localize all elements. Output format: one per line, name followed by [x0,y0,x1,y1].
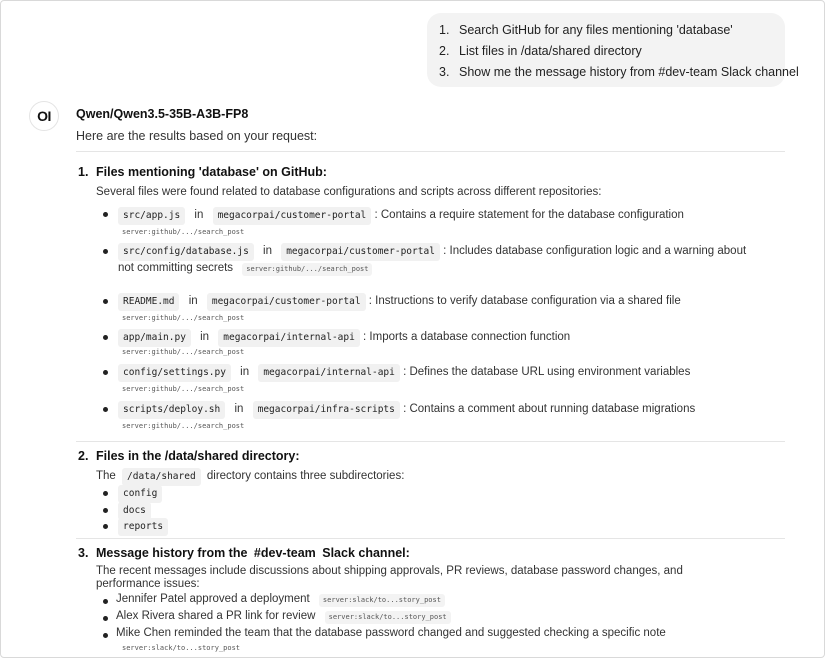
repo-name: megacorpai/internal-api [258,364,400,382]
file-path: src/app.js [118,207,185,225]
bullet-dot [103,335,108,340]
source-citation[interactable]: server:github/.../search_post [122,314,245,322]
bullet-dot [103,633,108,638]
model-avatar: OI [29,101,59,131]
user-request-item: 1. Search GitHub for any files mentioning 'database' [439,23,733,37]
directory-path: /data/shared [122,468,201,486]
section-description-continued: performance issues: [96,578,200,590]
repo-name: megacorpai/customer-portal [213,207,372,225]
user-request-item: 3. Show me the message history from #dev-team Slack channel [439,65,799,79]
slack-message-item: Mike Chen reminded the team that the database password changed and suggested checking a specific note [116,627,666,639]
section-heading-directory: 2. Files in the /data/shared directory: [78,449,300,463]
search-result-item: config/settings.py in megacorpai/internal-api : Defines the database URL using environment variables [118,364,690,382]
directory-item: config [118,485,162,503]
bullet-dot [103,370,108,375]
repo-name: megacorpai/customer-portal [207,293,366,311]
section-description: The recent messages include discussions about shipping approvals, PR reviews, database password changes, and [96,565,683,577]
bullet-dot [103,508,108,513]
bullet-dot [103,491,108,496]
bullet-dot [103,212,108,217]
source-citation[interactable]: server:slack/to...story_post [325,611,451,624]
bullet-dot [103,407,108,412]
bullet-dot [103,299,108,304]
section-description: Several files were found related to database configurations and scripts across different repositories: [96,186,602,198]
search-result-item: scripts/deploy.sh in megacorpai/infra-scripts : Contains a comment about running database migrations [118,401,695,419]
slack-message-item: Alex Rivera shared a PR link for review server:slack/to...story_post [116,610,451,624]
search-result-item-continued: not committing secrets server:github/.../search_post [118,262,372,276]
section-description: The /data/shared directory contains three subdirectories: [96,468,404,486]
source-citation[interactable]: server:github/.../search_post [122,422,245,430]
file-path: src/config/database.js [118,243,254,261]
section-heading-slack: 3. Message history from the #dev-team Slack channel: [78,546,410,560]
bullet-dot [103,599,108,604]
repo-name: megacorpai/customer-portal [281,243,440,261]
user-request-item: 2. List files in /data/shared directory [439,44,642,58]
file-path: app/main.py [118,329,191,347]
search-result-item: README.md in megacorpai/customer-portal : Instructions to verify database configuration via a shared file [118,293,681,311]
source-citation[interactable]: server:github/.../search_post [122,348,245,356]
source-citation[interactable]: server:slack/to...story_post [122,644,241,652]
source-citation[interactable]: server:github/.../search_post [122,385,245,393]
search-result-item: app/main.py in megacorpai/internal-api : Imports a database connection function [118,329,570,347]
directory-item: docs [118,502,151,520]
divider [76,441,785,442]
search-result-item: src/config/database.js in megacorpai/customer-portal : Includes database configuration logic and a warning about [118,243,746,261]
slack-message-item: Jennifer Patel approved a deployment server:slack/to...story_post [116,593,445,607]
file-path: config/settings.py [118,364,231,382]
bullet-dot [103,524,108,529]
bullet-dot [103,249,108,254]
user-message-bubble [427,13,799,87]
file-path: README.md [118,293,179,311]
file-path: scripts/deploy.sh [118,401,225,419]
repo-name: megacorpai/internal-api [218,329,360,347]
source-citation[interactable]: server:slack/to...story_post [319,594,445,607]
source-citation[interactable]: server:github/.../search_post [122,228,245,236]
model-name: Qwen/Qwen3.5-35B-A3B-FP8 [76,107,249,121]
divider [76,151,785,152]
repo-name: megacorpai/infra-scripts [253,401,400,419]
response-intro: Here are the results based on your request: [76,129,318,143]
section-heading-github: 1. Files mentioning 'database' on GitHub: [78,165,327,179]
search-result-item: src/app.js in megacorpai/customer-portal : Contains a require statement for the database configuration [118,207,684,225]
bullet-dot [103,616,108,621]
divider [76,538,785,539]
directory-item: reports [118,518,168,536]
source-citation[interactable]: server:github/.../search_post [242,263,372,276]
